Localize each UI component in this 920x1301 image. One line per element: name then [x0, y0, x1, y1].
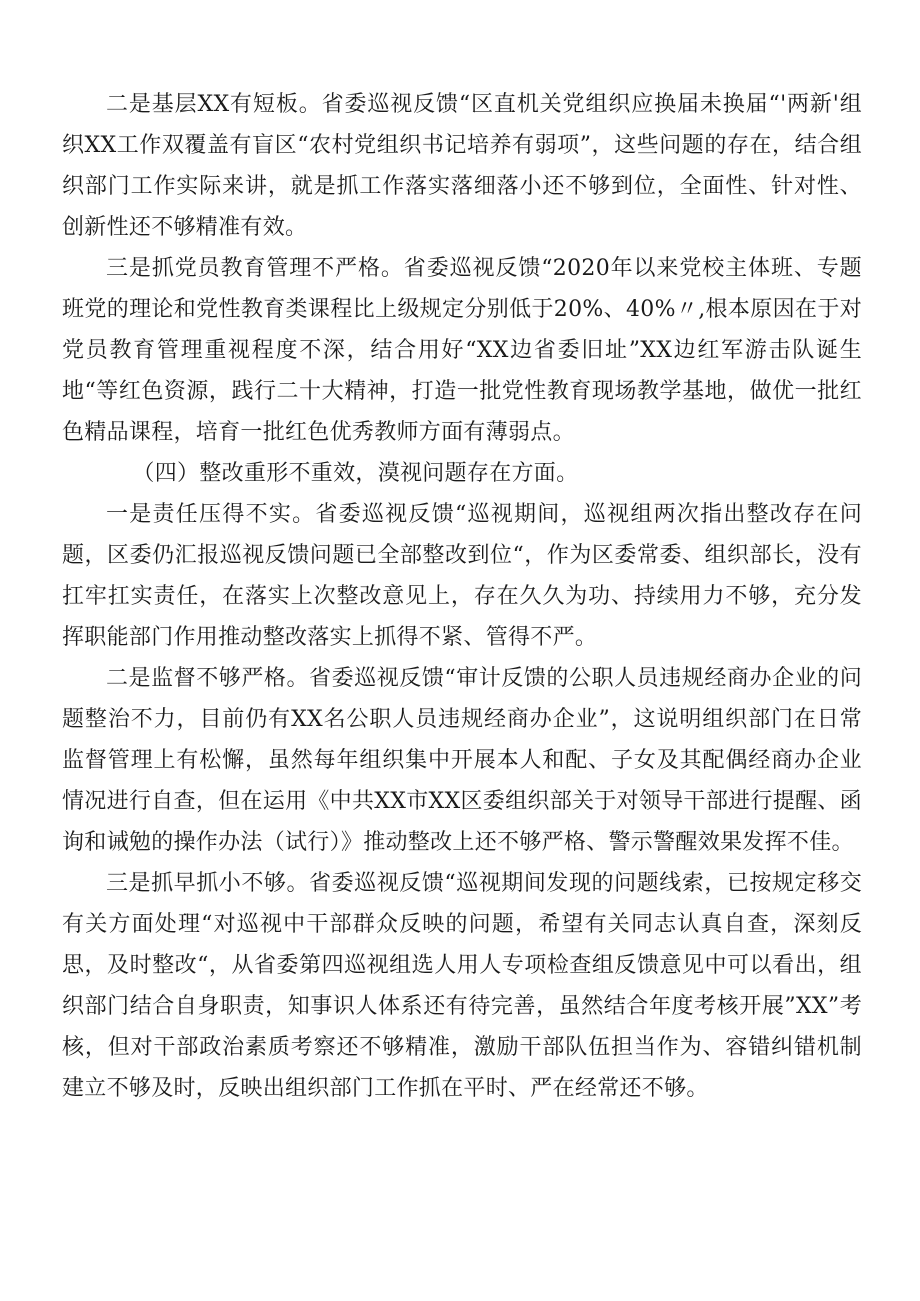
- paragraph-responsibility: 一是责任压得不实。省委巡视反馈“巡视期间，巡视组两次指出整改存在问题，区委仍汇报巡视反馈问题已全部整改到位“，作为区委常委、组织部长，没有扛牢扛实责任，在落实上次整改意见上，存在久久为功、持续用力不够，充分发挥职能部门作用推动整改落实上抓得不紧、管得不严。: [62, 502, 862, 650]
- paragraph-early-action: 三是抓早抓小不够。省委巡视反馈“巡视期间发现的问题线索，已按规定移交有关方面处理“对巡视中干部群众反映的问题，希望有关同志认真自查，深刻反思，及时整改“，从省委第四巡视组选人用人专项检查组反馈意见中可以看出，组织部门结合自身职责，知事识人体系还有待完善，虽然结合年度考核开展”XX”考核，但对干部政治素质考察还不够精准，激励干部队伍担当作为、容错纠错机制建立不够及时，反映出组织部门工作抓在平时、严在经常还不够。: [62, 871, 862, 1101]
- paragraph-party-education: 三是抓党员教育管理不严格。省委巡视反馈“2020年以来党校主体班、专题班党的理论和党性教育类课程比上级规定分别低于20%、40%〃,根本原因在于对党员教育管理重视程度不深，结合用好“XX边省委旧址”XX边红军游击队诞生地“等红色资源，践行二十大精神，打造一批党性教育现场教学基地，做优一批红色精品课程，培育一批红色优秀教师方面有薄弱点。: [62, 256, 862, 445]
- section-heading-4: （四）整改重形不重效，漠视问题存在方面。: [132, 461, 579, 486]
- paragraph-grassroots: 二是基层XX有短板。省委巡视反馈“区直机关党组织应换届未换届“'两新'组织XX工作双覆盖有盲区“农村党组织书记培养有弱项”，这些问题的存在，结合组织部门工作实际来讲，就是抓工作落实落细落小还不够到位，全面性、针对性、创新性还不够精准有效。: [62, 92, 862, 240]
- paragraph-supervision: 二是监督不够严格。省委巡视反馈“审计反馈的公职人员违规经商办企业的问题整治不力，目前仍有XX名公职人员违规经商办企业”，这说明组织部门在日常监督管理上有松懈，虽然每年组织集中开展本人和配、子女及其配偶经商办企业情况进行自查，但在运用《中共XX市XX区委组织部关于对领导干部进行提醒、函询和诫勉的操作办法（试行）》推动整改上还不够严格、警示警醒效果发挥不佳。: [62, 666, 862, 855]
- document-body: [62, 84, 862, 1109]
